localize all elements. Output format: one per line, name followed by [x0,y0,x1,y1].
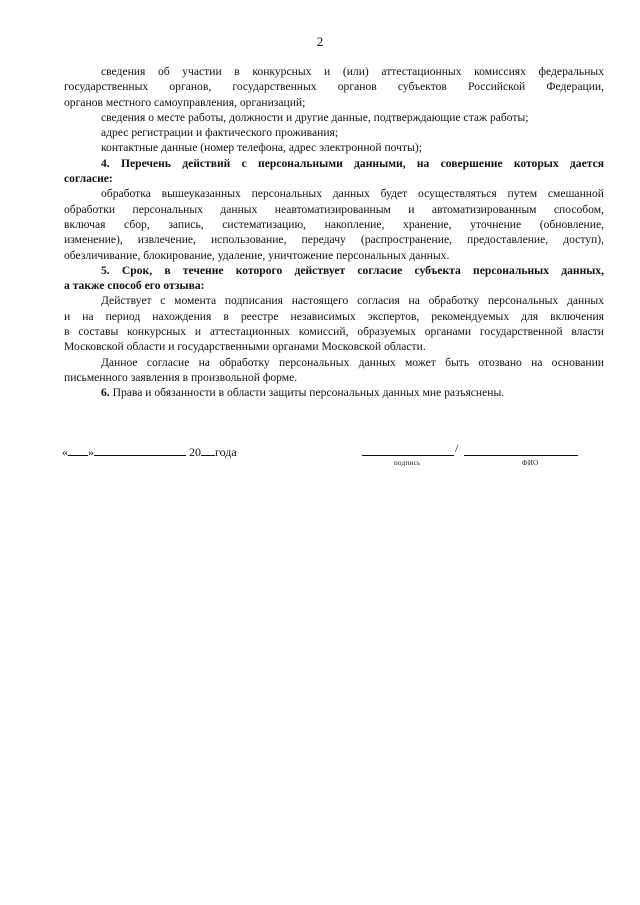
participation-line: органов местного самоуправления, организаций; [64,95,306,109]
day-blank [68,443,88,456]
signature-line [362,455,454,456]
section5-body-line: и на период нахождения в реестре независимых экспертов, рекомендуемых для включения [64,309,604,323]
year-suffix: года [215,445,237,459]
section4-body-line: включая сбор, запись, систематизацию, накопление, хранение, уточнение (обновление, [64,217,604,231]
document-body [64,64,604,401]
year-prefix: 20 [189,445,201,459]
work-info-item: сведения о месте работы, должности и другие данные, подтверждающие стаж работы; [101,110,529,124]
section4-body-line: обработки персональных данных неавтоматизированным и автоматизированным способом, [64,202,604,216]
open-quote: « [62,445,68,459]
year-blank [201,443,215,456]
signature-caption: подпись [394,459,421,467]
section5-body-line: Московской области и государственными органами Московской области. [64,340,426,354]
signature-separator: / [455,441,459,455]
section4-heading: согласие: [64,172,113,186]
section6-line [64,385,604,400]
month-blank [94,443,186,456]
section5-body-line: письменного заявления в произвольной форме. [64,370,298,384]
section6-number: 6. [101,386,110,400]
participation-line: государственных органов, государственных органов субъектов Российской Федерации, [64,80,604,94]
section5-body-line: в составы конкурсных и аттестационных комиссий, образуемых органами государственной власти [64,325,604,339]
section5-body-line: Данное согласие на обработку персональных данных может быть отозвано на основании [101,355,604,369]
section5-body-line: Действует с момента подписания настоящего согласия на обработку персональных данных [101,294,604,308]
signature-row [62,443,602,483]
page-number: 2 [316,34,324,49]
section4-body-line: обработка вышеуказанных персональных данных будет осуществляться путем смешанной [101,187,604,201]
fio-caption: ФИО [522,459,539,467]
section5-heading: 5. Срок, в течение которого действует согласие субъекта персональных данных, [101,263,604,277]
section4-heading: 4. Перечень действий с персональными данными, на совершение которых дается [101,156,604,170]
section4-body-line: изменение), извлечение, использование, передачу (распространение, предоставление, доступ), [64,233,604,247]
address-item: адрес регистрации и фактического проживания; [101,126,339,140]
participation-line: сведения об участии в конкурсных и (или) аттестационных комиссиях федеральных [101,65,604,78]
section5-heading: а также способ его отзыва: [64,279,205,293]
date-field [62,443,237,460]
close-quote: » [88,445,94,459]
section6-text: Права и обязанности в области защиты персональных данных мне разъяснены. [109,386,505,400]
fio-line [464,455,578,456]
contacts-item: контактные данные (номер телефона, адрес электронной почты); [101,141,422,155]
section4-body-line: обезличивание, блокирование, удаление, уничтожение персональных данных. [64,248,450,262]
